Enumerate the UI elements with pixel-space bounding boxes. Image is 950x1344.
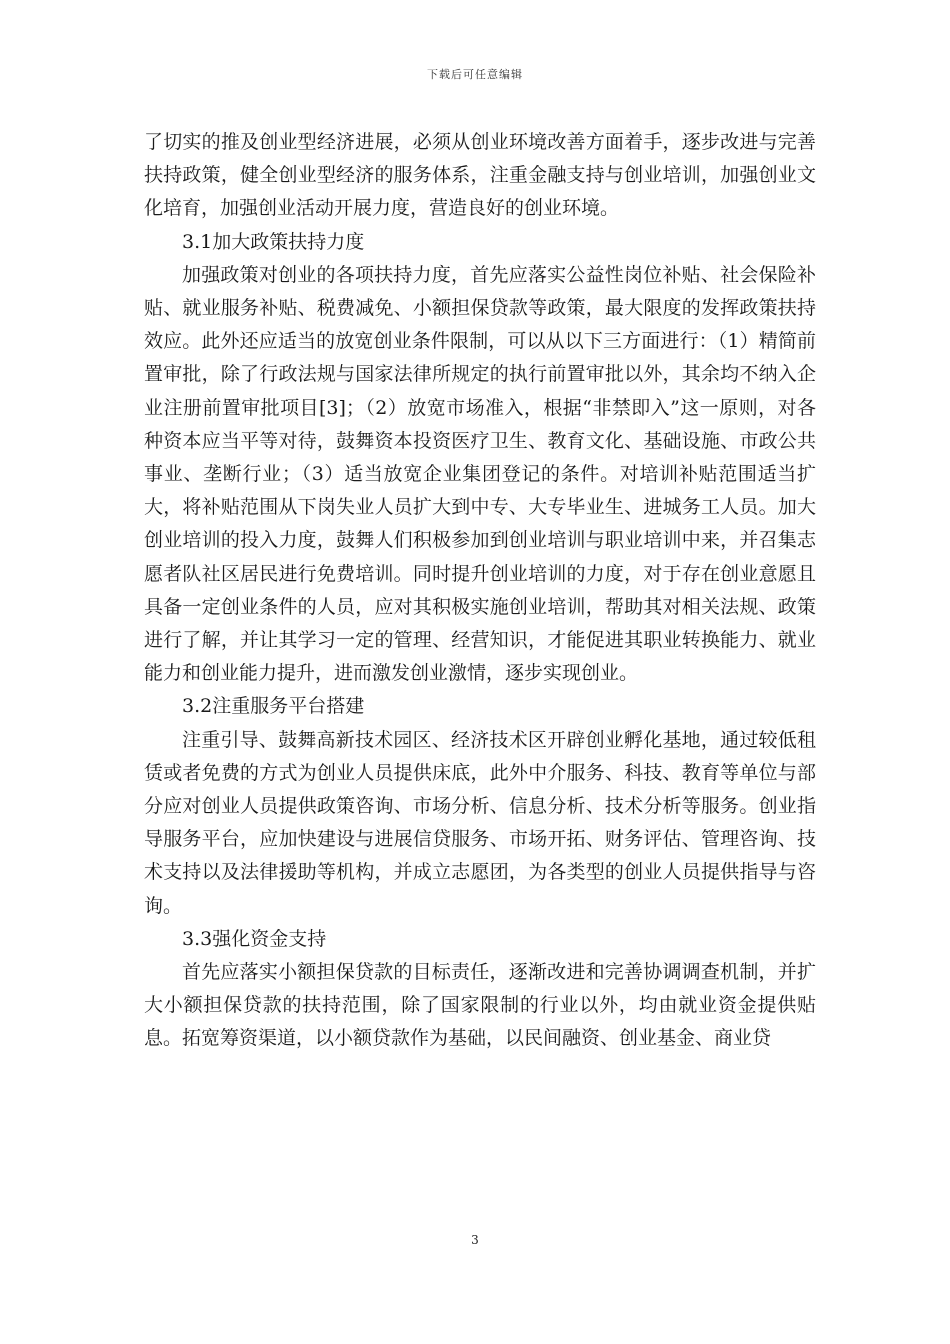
section-heading-3-3: 3.3强化资金支持	[182, 927, 327, 950]
section-paragraph-3-1: 加强政策对创业的各项扶持力度，首先应落实公益性岗位补贴、社会保险补贴、就业服务补贴、税费减免、小额担保贷款等政策，最大限度的发挥政策扶持效应。此外还应适当的放宽创业条件限制，可以从以下三方面进行：（1）精简前置审批，除了行政法规与国家法律所规定的执行前置审批以外，其余均不纳入企业注册前置审批项目[3]；（2）放宽市场准入，根据“非禁即入”这一原则，对各种资本应当平等对待，鼓舞资本投资医疗卫生、教育文化、基础设施、市政公共事业、垄断行业；（3）适当放宽企业集团登记的条件。对培训补贴范围适当扩大，将补贴范围从下岗失业人员扩大到中专、大专毕业生、进城务工人员。加大创业培训的投入力度，鼓舞人们积极参加到创业培训与职业培训中来，并召集志愿者队社区居民进行免费培训。同时提升创业培训的力度，对于存在创业意愿且具备一定创业条件的人员，应对其积极实施创业培训，帮助其对相关法规、政策进行了解，并让其学习一定的管理、经营知识，才能促进其职业转换能力、就业能力和创业能力提升，进而激发创业激情，逐步实现创业。	[144, 263, 816, 685]
section-paragraph-3-2: 注重引导、鼓舞高新技术园区、经济技术区开辟创业孵化基地，通过较低租赁或者免费的方式为创业人员提供床底，此外中介服务、科技、教育等单位与部分应对创业人员提供政策咨询、市场分析、信息分析、技术分析等服务。创业指导服务平台，应加快建设与进展信贷服务、市场开拓、财务评估、管理咨询、技术支持以及法律援助等机构，并成立志愿团，为各类型的创业人员提供指导与咨询。	[144, 728, 816, 917]
section-heading-3-1: 3.1加大政策扶持力度	[182, 230, 365, 253]
section-heading-3-2: 3.2注重服务平台搭建	[182, 695, 365, 718]
section-paragraph-3-3: 首先应落实小额担保贷款的目标责任，逐渐改进和完善协调调查机制，并扩大小额担保贷款的扶持范围，除了国家限制的行业以外，均由就业资金提供贴息。拓宽筹资渠道，以小额贷款作为基础，以民间融资、创业基金、商业贷	[144, 961, 816, 1050]
page-header: 下载后可任意编辑	[427, 68, 523, 81]
intro-paragraph: 了切实的推及创业型经济进展，必须从创业环境改善方面着手，逐步改进与完善扶持政策，健全创业型经济的服务体系，注重金融支持与创业培训，加强创业文化培育，加强创业活动开展力度，营造良好的创业环境。	[144, 131, 816, 220]
document-body	[144, 126, 816, 1056]
page-number: 3	[471, 1233, 479, 1247]
